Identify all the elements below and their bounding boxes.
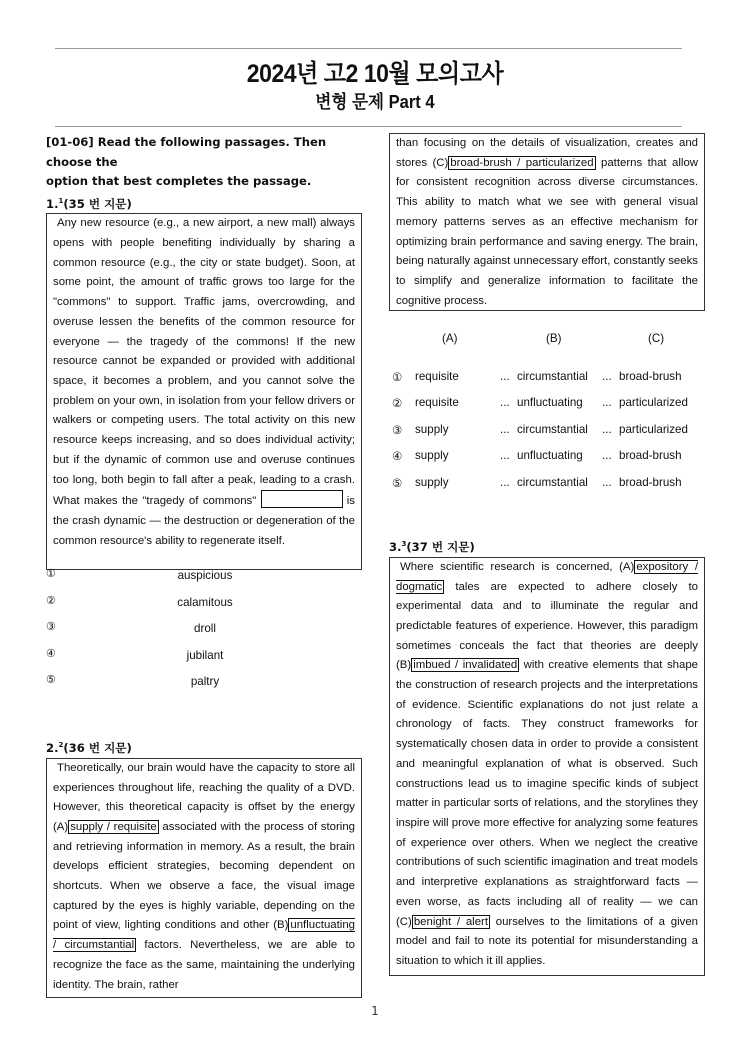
ellipsis: ... <box>500 396 510 410</box>
option-b: unfluctuating <box>517 449 583 463</box>
passage-text: is the crash dynamic — the destruction or degeneration of the common resource's ability to regenerate itself. <box>53 495 355 547</box>
option-text: calamitous <box>177 595 233 609</box>
choice-box-a: supply / requisite <box>70 820 157 833</box>
option-a: supply <box>415 422 449 436</box>
passage-text: associated with the process of storing and retrieving information in memory. As a result, the brain develops efficient strategies, becoming dependent on shortcuts. When we observe a face, the visual image captured by the eyes is highly variable, depending on the point of view, lighting conditions and other (B) <box>53 820 355 932</box>
option-number: ② <box>392 397 403 411</box>
option-c: particularized <box>619 422 688 436</box>
option-3[interactable] <box>40 620 370 647</box>
option-text: jubilant <box>186 648 224 662</box>
option-b: circumstantial <box>517 475 588 489</box>
passage-text: Any new resource (e.g., a new airport, a new mall) always opens with people benefiting individually by sharing a common resource (e.g., the city or state budget). Soon, at some point, the amount of traffic grows too large for the "commons" to support. Traffic jams, overcrowding, and overuse lessen the benefits of the common resource for everyone — the tragedy of the commons! If the new resource cannot be expanded or provided with additional space, it becomes a problem, and you cannot solve the problem on your own, in isolation from your fellow drivers or walkers or competing users. The total activity on this new resource keeps increasing, and so does individual activity; but if the dynamic of common use and overuse continues too long, both begin to fall after a peak, leading to a crash. What makes the "tragedy of commons" <box>53 217 355 508</box>
ellipsis: ... <box>500 449 510 463</box>
question-3 <box>389 535 705 976</box>
passage-text: Where scientific research is concerned, (A) <box>400 560 635 573</box>
footnote-marker: 1 <box>58 196 64 205</box>
ellipsis: ... <box>500 475 510 489</box>
option-4[interactable] <box>40 647 370 674</box>
option-c: particularized <box>619 396 688 410</box>
page-title: 2024년 고2 10월 모의고사 <box>246 60 504 88</box>
column-header-c: (C) <box>648 332 665 345</box>
page-subtitle: 변형 문제 Part 4 <box>315 92 435 112</box>
question-1-options <box>40 567 370 700</box>
instructions-line-2: option that best completes the passage. <box>46 174 312 188</box>
column-header-b: (B) <box>546 332 562 345</box>
question-3-passage <box>389 557 705 976</box>
option-number: ④ <box>392 450 403 464</box>
column-header-a: (A) <box>442 332 458 345</box>
option-number: ⑤ <box>46 674 56 686</box>
option-number: ③ <box>46 621 56 633</box>
question-number: 1. <box>46 196 59 211</box>
right-column <box>389 133 705 311</box>
option-text: auspicious <box>177 569 233 582</box>
instructions <box>46 133 362 192</box>
choice-box-b: unfluctuating / circumstantial <box>53 919 355 952</box>
option-b: unfluctuating <box>517 396 583 410</box>
option-2[interactable] <box>390 396 710 422</box>
option-number: ⑤ <box>392 476 403 490</box>
question-2-passage-part-1 <box>46 758 362 998</box>
option-2[interactable] <box>40 594 370 621</box>
option-a: requisite <box>415 370 459 383</box>
page-number: 1 <box>371 1004 379 1018</box>
option-3[interactable] <box>390 423 710 449</box>
question-1-heading <box>46 192 362 214</box>
passage-text: factors. Nevertheless, we are able to recognize the face as the same, maintaining the underlying identity. The brain, rather <box>53 939 355 991</box>
option-b: circumstantial <box>517 370 588 383</box>
left-column <box>46 133 362 570</box>
option-number: ① <box>392 371 403 384</box>
footnote-marker: 2 <box>58 741 64 749</box>
question-number: 2. <box>46 740 59 755</box>
question-2-heading <box>46 736 362 758</box>
question-source: (35 번 지문) <box>63 196 132 211</box>
ellipsis: ... <box>602 449 612 463</box>
option-a: requisite <box>415 396 459 410</box>
question-3-heading <box>389 535 705 557</box>
option-5[interactable] <box>40 673 370 700</box>
option-number: ② <box>46 594 56 607</box>
ellipsis: ... <box>602 422 612 436</box>
option-b: circumstantial <box>517 422 588 436</box>
option-text: droll <box>194 622 216 635</box>
choice-box-b: imbued / invalidated <box>413 659 518 672</box>
ellipsis: ... <box>500 422 510 436</box>
option-c: broad-brush <box>619 449 682 463</box>
passage-text: Theoretically, our brain would have the capacity to store all experiences throughout life, reaching the quality of a DVD. However, this theoretical capacity is offset by the energy (A) <box>53 761 355 833</box>
passage-text: ourselves to the limitations of a given model and fail to note its potential for misunderstanding a situation to which it ill applies. <box>396 915 698 967</box>
passage-text: with creative elements that shape the construction of research projects and the interpretations of evidence. Scientific explanations do not just relate a chronology of facts. They construct frameworks for systematically chosen data in order to provide a consistent and meaningful explanation of what is observed. Such constructions lead us to imagine specific kinds of subject matter in particular sorts of relations, and the storylines they inspire will prove more effective for analyzing some features of experience over others. When we neglect the creative contributions of such scientific imagination and treat models and interpretive explanations as straightforward facts — even worse, as facts including all of reality — we can (C) <box>396 659 698 928</box>
instructions-line-1: [01-06] Read the following passages. Then choose the <box>46 135 327 169</box>
option-4[interactable] <box>390 449 710 475</box>
choice-box-c: broad-brush / particularized <box>450 156 594 169</box>
option-number: ③ <box>392 423 403 437</box>
question-2-left <box>46 736 362 998</box>
passage-text: tales are expected to adhere closely to experimental data and to illuminate the regular and predictable features of experience. However, this paradigm sometimes conceals the fact that theories are deeply (B) <box>396 580 698 672</box>
option-a: supply <box>415 449 449 463</box>
option-5[interactable] <box>390 476 710 502</box>
ellipsis: ... <box>602 370 612 383</box>
question-2-options <box>390 332 710 502</box>
ellipsis: ... <box>602 475 612 489</box>
option-1[interactable] <box>390 370 710 396</box>
header-bottom-rule <box>55 126 682 127</box>
footnote-marker: 3 <box>401 540 407 548</box>
choice-box-a: expository / dogmatic <box>396 560 698 593</box>
option-column-headers <box>390 332 710 370</box>
option-c: broad-brush <box>619 370 682 383</box>
answer-blank <box>261 490 343 508</box>
option-c: broad-brush <box>619 475 682 489</box>
ellipsis: ... <box>500 370 510 383</box>
question-1-passage <box>46 213 362 570</box>
passage-text: than focusing on the details of visualization, creates and stores (C) <box>396 137 698 169</box>
passage-text: patterns that allow for consistent recognition across diverse circumstances. This ability to match what we see with general visual memory patterns serves as an effective mechanism for optimizing brain performance and saving energy. The brain, being naturally against unnecessary effort, constantly seeks to simplify and generalize information to facilitate the cognitive process. <box>396 156 698 307</box>
option-1[interactable] <box>40 567 370 594</box>
choice-box-c: benight / alert <box>413 915 488 928</box>
option-number: ① <box>46 568 56 580</box>
ellipsis: ... <box>602 396 612 410</box>
question-source: (36 번 지문) <box>63 740 132 755</box>
option-text: paltry <box>190 675 220 688</box>
top-rule <box>55 48 682 49</box>
question-2-passage-part-2 <box>389 133 705 311</box>
question-source: (37 번 지문) <box>406 539 475 554</box>
option-a: supply <box>415 475 449 489</box>
question-number: 3. <box>389 539 402 554</box>
option-number: ④ <box>46 647 56 660</box>
